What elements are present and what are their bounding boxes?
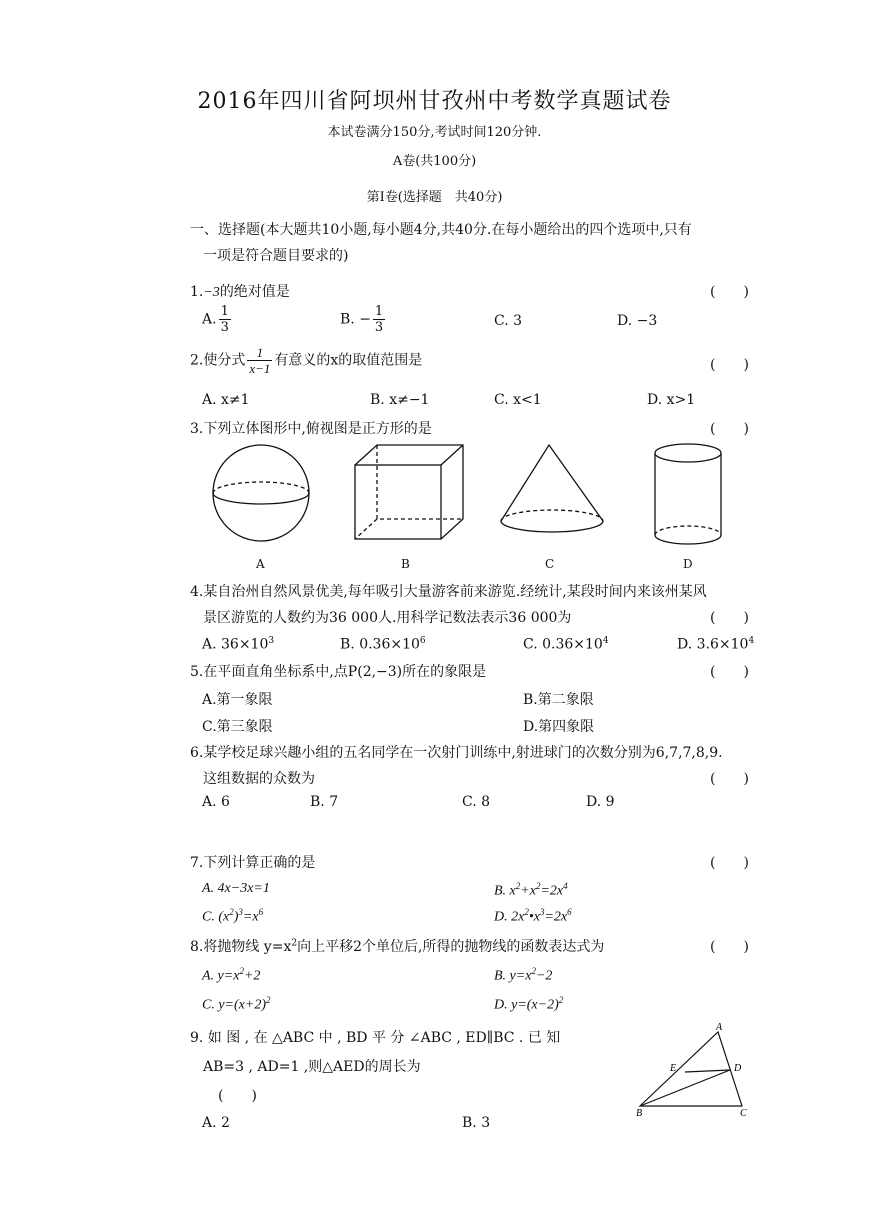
fraction — [247, 345, 272, 376]
question-8-stem — [190, 936, 604, 956]
point-label-c: C — [740, 1108, 747, 1119]
part1-heading: 第Ⅰ卷(选择题 共40分) — [366, 190, 503, 205]
option-d — [494, 995, 563, 1014]
question-text: 2.使分式 — [190, 352, 246, 369]
question-6-stem-line2: 这组数据的众数为 — [203, 771, 315, 787]
exponent: 2 — [229, 907, 234, 917]
question-3-stem: 3.下列立体图形中,俯视图是正方形的是 — [190, 421, 432, 437]
option-a: A. x≠1 — [202, 392, 250, 408]
option-d — [494, 907, 572, 926]
answer-blank: ( ) — [218, 1088, 257, 1104]
option-d: D. x>1 — [647, 392, 696, 408]
math: =2x — [540, 883, 564, 899]
exponent: 2 — [265, 995, 271, 1005]
question-text: 有意义的x的取值范围是 — [274, 352, 423, 369]
exponent: 2 — [558, 995, 564, 1005]
numerator: 1 — [247, 345, 272, 361]
exponent: 6 — [419, 636, 426, 646]
answer-blank: ( ) — [710, 610, 749, 626]
section1-instruction-line2: 一项是符合题目要求的) — [203, 248, 349, 264]
math: B. x — [494, 883, 516, 899]
option-label: B. − — [340, 311, 371, 328]
math: B. y=x — [494, 968, 532, 984]
option-b: B. 3 — [462, 1115, 491, 1131]
question-number: 1. — [190, 284, 204, 300]
option-b: B.第二象限 — [523, 692, 594, 708]
option-a: A.第一象限 — [202, 692, 273, 708]
question-5-stem: 5.在平面直角坐标系中,点P(2,−3)所在的象限是 — [190, 664, 487, 680]
answer-blank: ( ) — [710, 771, 749, 787]
option-label: A. — [202, 311, 217, 328]
page-title: 2016年四川省阿坝州甘孜州中考数学真题试卷 — [197, 89, 672, 114]
exponent: 6 — [258, 907, 264, 917]
option-c — [202, 907, 263, 926]
exponent: 2 — [291, 938, 298, 949]
option-a: A. 4x−3x=1 — [202, 881, 270, 896]
option-a: A. 6 — [202, 794, 230, 810]
exponent: 2 — [515, 881, 521, 891]
option-label: A. 36×10 — [202, 636, 269, 653]
option-b: B. x≠−1 — [370, 392, 430, 408]
math: +x — [520, 883, 536, 899]
exam-info: 本试卷满分150分,考试时间120分钟. — [327, 125, 542, 140]
option-c — [523, 636, 609, 653]
numerator: 1 — [374, 304, 384, 319]
volume-a-heading: A卷(共100分) — [392, 154, 477, 169]
exponent: 6 — [567, 907, 572, 917]
option-c: C.第三象限 — [202, 719, 273, 735]
solid-figures — [205, 443, 725, 558]
cone-figure — [501, 445, 603, 532]
exponent: 3 — [539, 907, 545, 917]
exponent: 4 — [563, 881, 568, 891]
math: D. 2x — [494, 909, 525, 925]
math: −2 — [535, 968, 553, 984]
math: D. y=(x−2) — [494, 997, 559, 1013]
question-text: 向上平移2个单位后,所得的抛物线的函数表达式为 — [297, 939, 605, 955]
segment-bd — [640, 1070, 730, 1106]
question-6-stem-line1: 6.某学校足球兴趣小组的五名同学在一次射门训练中,射进球门的次数分别为6,7,7,8,9. — [190, 745, 723, 761]
option-c: C. 8 — [462, 794, 491, 810]
figure-label-d: D — [683, 557, 693, 571]
question-7-stem: 7.下列计算正确的是 — [190, 855, 316, 871]
option-label: C. 0.36×10 — [523, 636, 603, 653]
fraction — [373, 304, 385, 335]
option-b — [494, 966, 552, 985]
math-value: −3 — [203, 285, 220, 300]
exponent: 4 — [748, 636, 755, 646]
option-c: C. 3 — [494, 313, 523, 329]
option-d — [677, 636, 754, 653]
question-2-stem — [190, 345, 422, 376]
answer-blank: ( ) — [710, 421, 749, 437]
math: +2 — [243, 968, 261, 984]
sphere-figure — [213, 445, 309, 541]
triangle-figure — [630, 1020, 760, 1120]
figure-label-a: A — [256, 557, 265, 571]
question-4-stem-line1: 4.某自治州自然风景优美,每年吸引大量游客前来游览.经统计,某段时间内来该州某风 — [190, 584, 707, 600]
question-text: 的绝对值是 — [219, 284, 290, 300]
denominator: 3 — [220, 320, 229, 335]
denominator: 3 — [374, 320, 384, 335]
question-4-stem-line2: 景区游览的人数约为36 000人.用科学记数法表示36 000为 — [203, 610, 572, 626]
point-label-d: D — [734, 1063, 742, 1074]
figure-label-c: C — [545, 557, 555, 571]
option-b — [340, 636, 426, 653]
option-b — [494, 881, 568, 900]
option-d: D. −3 — [617, 313, 658, 329]
exponent: 4 — [602, 636, 609, 646]
option-a — [202, 966, 260, 985]
answer-blank: ( ) — [710, 357, 749, 373]
triangle-abc — [640, 1032, 742, 1106]
point-label-e: E — [670, 1063, 677, 1074]
option-a — [202, 304, 233, 335]
option-c — [202, 995, 270, 1014]
option-a: A. 2 — [202, 1115, 230, 1131]
math: A. y=x — [202, 968, 240, 984]
option-label: D. 3.6×10 — [677, 636, 749, 653]
answer-blank: ( ) — [710, 284, 749, 300]
question-9-stem-line2: AB=3 , AD=1 ,则△AED的周长为 — [203, 1059, 421, 1075]
exponent: 3 — [268, 636, 275, 646]
point-label-a: A — [716, 1022, 723, 1033]
section1-instruction-line1: 一、选择题(本大题共10小题,每小题4分,共40分.在每小题给出的四个选项中,只有 — [190, 222, 692, 238]
option-b — [340, 304, 387, 335]
exponent: 3 — [238, 907, 243, 917]
answer-blank: ( ) — [710, 855, 749, 871]
math: ) — [233, 909, 239, 925]
segment-ed — [685, 1070, 730, 1072]
option-c: C. x<1 — [494, 392, 542, 408]
question-text: 8.将抛物线 y=x — [190, 939, 292, 955]
math: •x — [528, 909, 540, 925]
option-label: B. 0.36×10 — [340, 636, 420, 653]
option-d: D. 9 — [586, 794, 615, 810]
figure-label-b: B — [401, 557, 410, 571]
cylinder-figure — [655, 444, 721, 544]
exponent: 2 — [535, 881, 541, 891]
question-1-stem — [190, 281, 290, 301]
option-d: D.第四象限 — [523, 719, 595, 735]
option-a — [202, 636, 274, 653]
answer-blank: ( ) — [710, 664, 749, 680]
math: =x — [242, 909, 259, 925]
option-b: B. 7 — [310, 794, 339, 810]
exponent: 2 — [239, 966, 244, 976]
math: =2x — [544, 909, 568, 925]
denominator: x−1 — [249, 361, 271, 376]
cube-figure — [355, 445, 463, 539]
exponent: 2 — [524, 907, 529, 917]
math: C. y=(x+2) — [202, 997, 266, 1013]
exponent: 2 — [531, 966, 536, 976]
fraction — [219, 304, 231, 335]
point-label-b: B — [636, 1108, 643, 1119]
question-9-stem-line1: 9. 如 图 , 在 △ABC 中 , BD 平 分 ∠ABC , ED∥BC . 已 知 — [190, 1030, 561, 1046]
numerator: 1 — [220, 304, 229, 319]
answer-blank: ( ) — [710, 939, 749, 955]
math: C. (x — [202, 909, 230, 925]
